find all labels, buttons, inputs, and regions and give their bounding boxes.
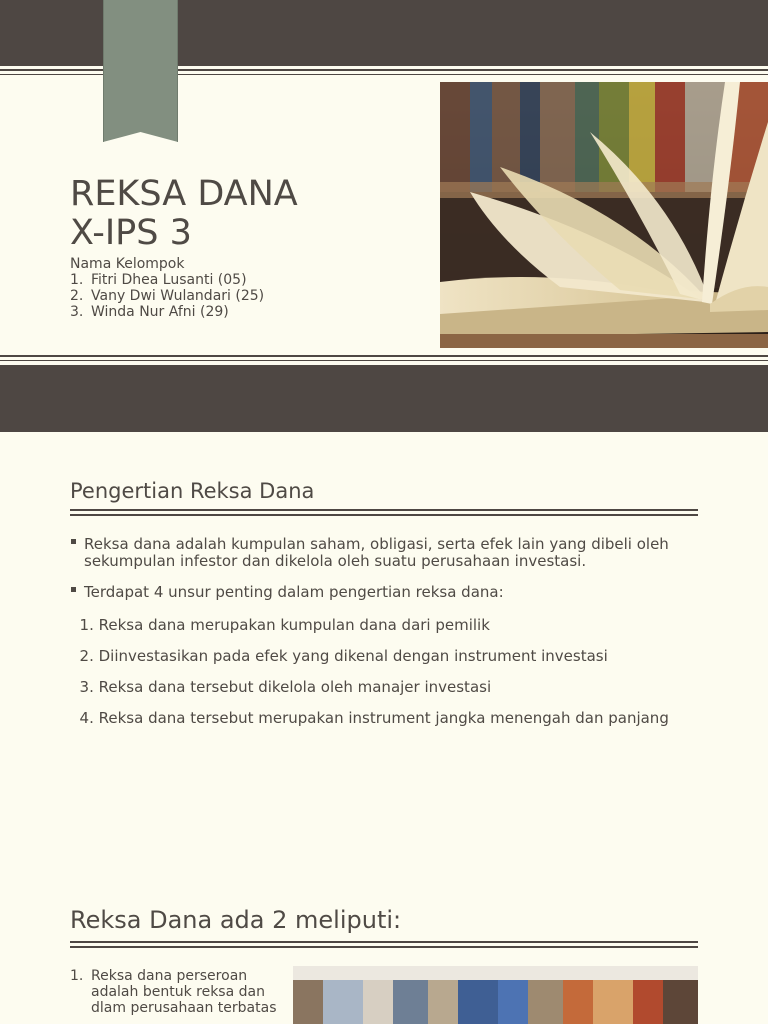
open-book-photo [440,82,768,348]
title-line-1: REKSA DANA [70,174,298,214]
divider-line [0,355,768,357]
heading-underline [70,509,698,511]
group-label: Nama Kelompok [70,256,185,272]
list-item: 1. Fitri Dhea Lusanti (05) [70,272,247,288]
bullet-square-icon [71,539,76,544]
section-heading: Reksa Dana ada 2 meliputi: [70,906,402,934]
types-list [70,968,280,1016]
heading-underline [70,941,698,943]
list-item: Reksa dana adalah kumpulan saham, obligasi, serta efek lain yang dibeli oleh sekumpulan infestor dan dikelola oleh suatu perusahaan investasi. [70,536,698,570]
title-line-2: X-IPS 3 [70,213,192,253]
heading-underline [70,514,698,516]
bookshelf-photo-icon [293,966,698,1024]
list-item: 2. Vany Dwi Wulandari (25) [70,288,265,304]
bullet-square-icon [71,587,76,592]
open-book-photo-icon [440,82,768,348]
section-heading: Pengertian Reksa Dana [70,479,315,503]
list-item: 4. Reksa dana tersebut merupakan instrument jangka menengah dan panjang [70,709,669,727]
member-list [70,272,264,320]
list-item: 1. Reksa dana perseroan adalah bentuk reksa dan dlam perusahaan terbatas [70,968,277,1016]
divider-line [0,360,768,361]
list-item: 2. Diinvestasikan pada efek yang dikenal dengan instrument investasi [70,647,608,665]
definition-list [70,536,698,741]
list-item: 1. Reksa dana merupakan kumpulan dana dari pemilik [70,616,490,634]
group-members [70,256,264,320]
middle-dark-band [0,365,768,432]
heading-underline [70,946,698,948]
slide-title [70,175,298,253]
bookshelf-photo [293,966,698,1024]
list-item: Terdapat 4 unsur penting dalam pengertian reksa dana: [70,584,698,601]
bookmark-ribbon [103,0,178,142]
list-item: 3. Winda Nur Afni (29) [70,304,229,320]
list-item: 3. Reksa dana tersebut dikelola oleh manajer investasi [70,678,492,696]
